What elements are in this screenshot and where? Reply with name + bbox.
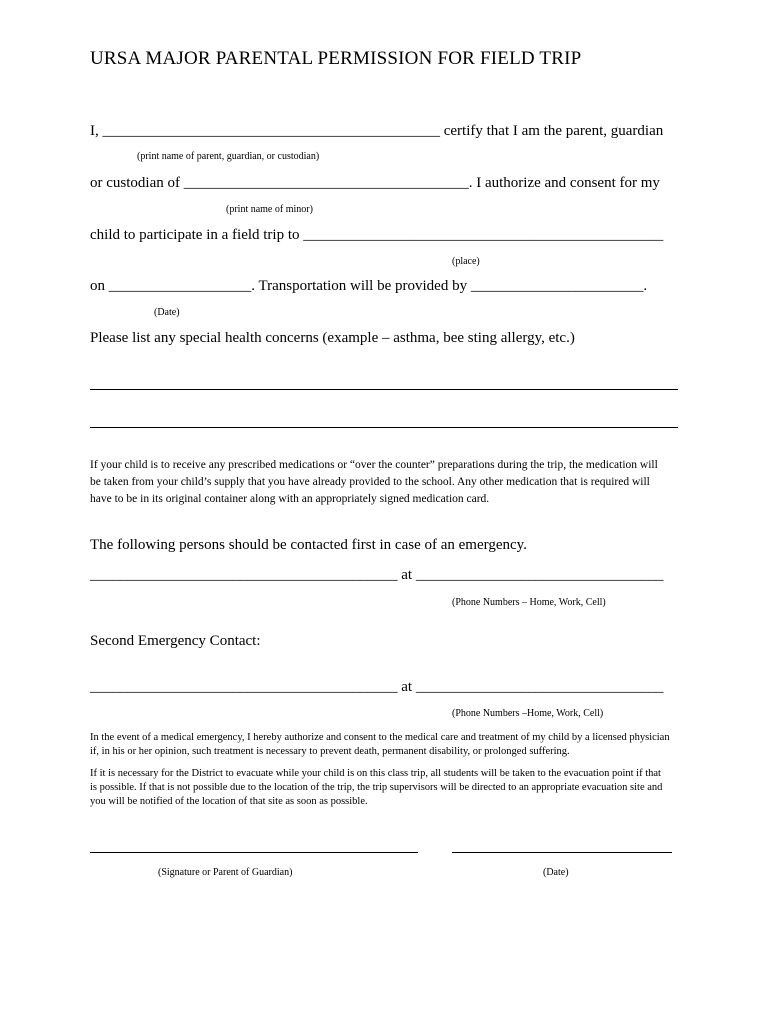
- place-line[interactable]: child to participate in a field trip to ________________________________________________: [90, 227, 664, 243]
- form-title: URSA MAJOR PARENTAL PERMISSION FOR FIELD TRIP: [90, 48, 582, 69]
- health-concerns-line-2[interactable]: [90, 427, 678, 428]
- parent-name-line[interactable]: I, _____________________________________________ certify that I am the parent, guardian: [90, 123, 664, 139]
- health-concerns-line-1[interactable]: [90, 389, 678, 390]
- health-concerns-prompt: Please list any special health concerns (example – asthma, bee sting allergy, etc.): [90, 330, 575, 346]
- signature-line[interactable]: [90, 852, 418, 853]
- medication-note: If your child is to receive any prescribed medications or “over the counter” preparations during the trip, the medication will be taken from your child’s supply that you have already provided to the school. Any other medication that is required will have to be in its original container along with an appropriately signed medication card.: [90, 459, 658, 505]
- phone-caption-2: (Phone Numbers –Home, Work, Cell): [452, 708, 604, 719]
- signature-date-line[interactable]: [452, 852, 672, 853]
- evacuation-text: If it is necessary for the District to evacuate while your child is on this class trip, all students will be taken to the evacuation point if that is possible. If that is not possible due to the location of the trip, the trip supervisors will be directed to an appropriate evacuation site and you will be notified of the location of that site as soon as possible.: [90, 768, 663, 807]
- emergency-contact-1-line[interactable]: _________________________________________ at _________________________________: [90, 567, 664, 583]
- place-caption: (place): [452, 256, 480, 267]
- medical-consent-text: In the event of a medical emergency, I hereby authorize and consent to the medical care and treatment of my child by a licensed physician if, in his or her opinion, such treatment is necessary to prevent death, permanent disability, or prolonged suffering.: [90, 732, 670, 757]
- phone-caption-1: (Phone Numbers – Home, Work, Cell): [452, 597, 606, 608]
- parent-name-caption: (print name of parent, guardian, or custodian): [137, 151, 320, 162]
- minor-name-line[interactable]: or custodian of ______________________________________. I authorize and consent for my: [90, 175, 660, 191]
- second-contact-label: Second Emergency Contact:: [90, 633, 261, 649]
- signature-caption: (Signature or Parent of Guardian): [158, 867, 293, 878]
- date-caption: (Date): [154, 307, 180, 318]
- signature-date-caption: (Date): [543, 867, 569, 878]
- minor-name-caption: (print name of minor): [226, 204, 313, 215]
- date-transport-line[interactable]: on ___________________. Transportation will be provided by _______________________.: [90, 278, 648, 294]
- emergency-contact-2-line[interactable]: _________________________________________ at _________________________________: [90, 679, 664, 695]
- emergency-prompt: The following persons should be contacted first in case of an emergency.: [90, 537, 527, 553]
